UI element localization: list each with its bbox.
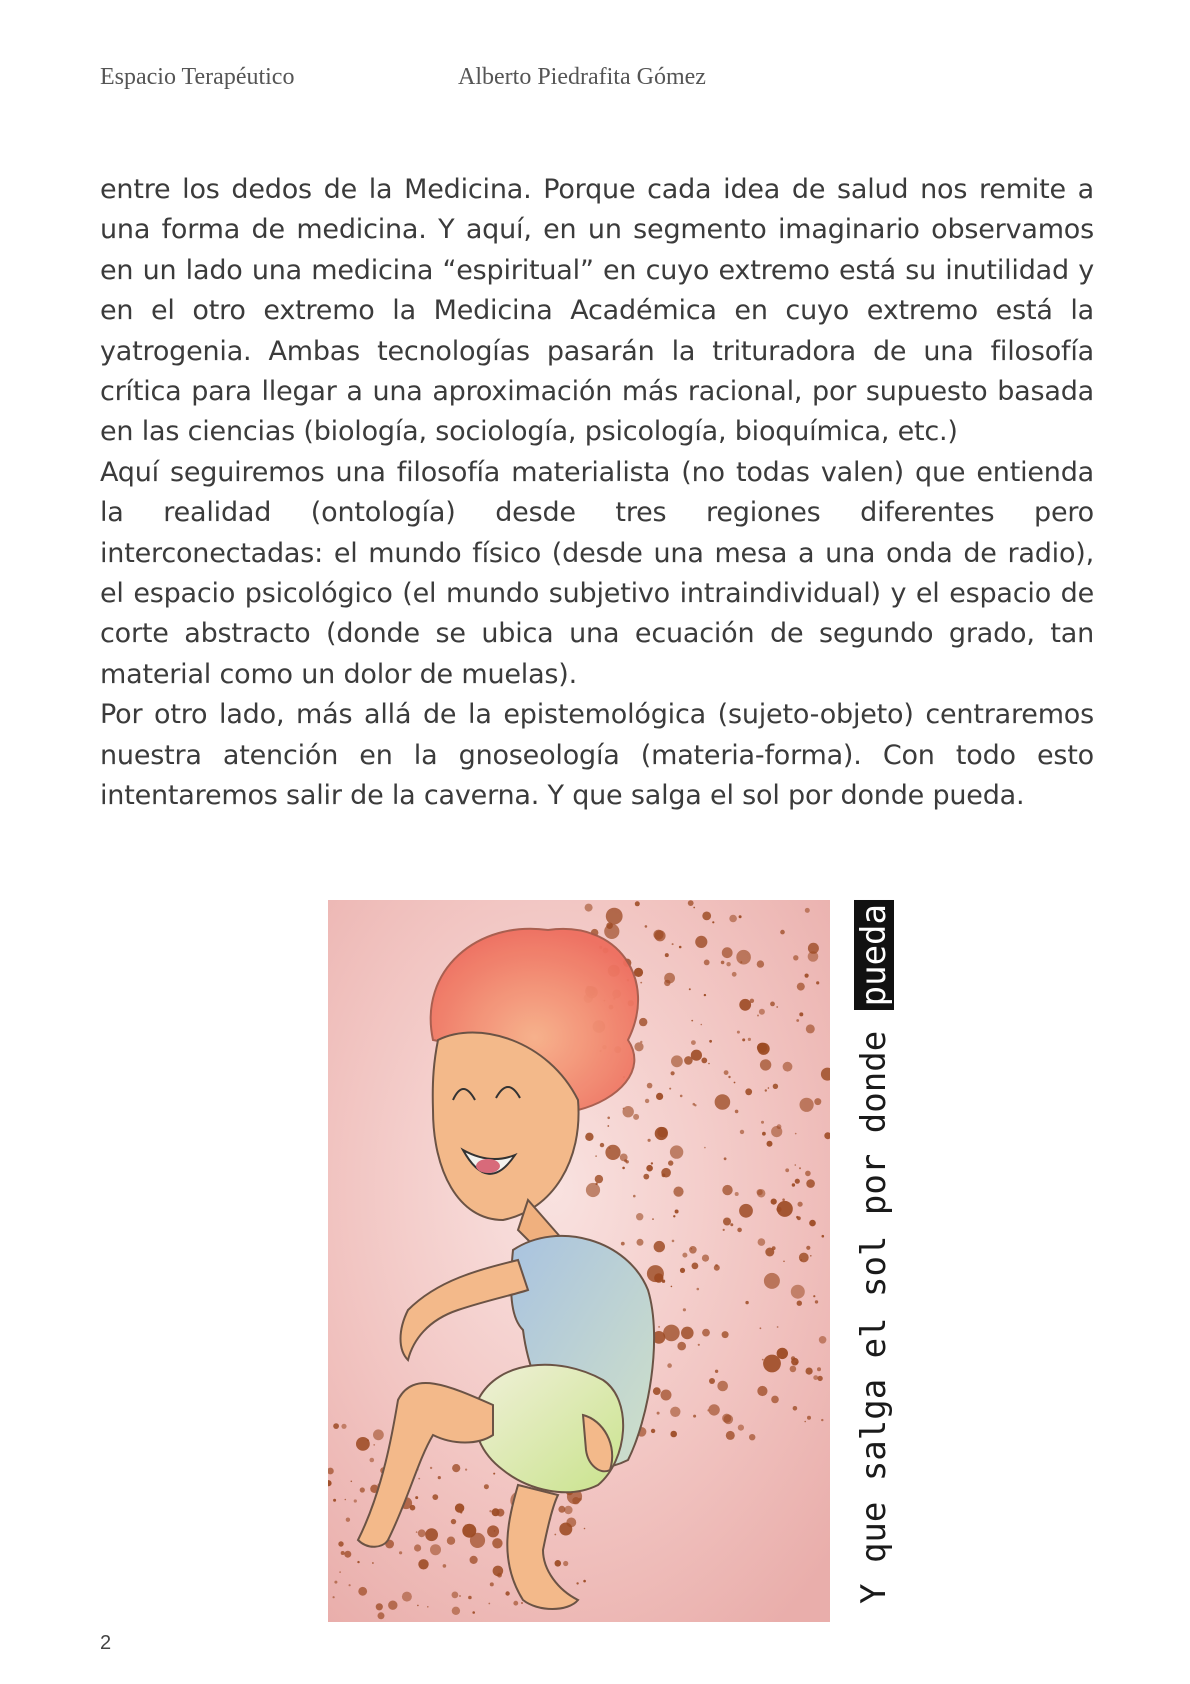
splatter-dot (692, 1263, 699, 1270)
splatter-dot (665, 953, 669, 957)
splatter-dot (740, 1130, 744, 1134)
splatter-dot (341, 1424, 346, 1429)
splatter-dot (768, 1087, 770, 1089)
splatter-dot (430, 1467, 432, 1469)
splatter-dot (813, 1375, 818, 1380)
splatter-dot (796, 1019, 799, 1022)
splatter-dot (708, 1063, 710, 1065)
splatter-dot (367, 1439, 369, 1441)
splatter-dot (633, 1114, 639, 1120)
splatter-dot (671, 1055, 683, 1067)
splatter-dot (671, 1071, 675, 1075)
splatter-dot (814, 1098, 821, 1105)
splatter-dot (349, 1584, 351, 1586)
splatter-dot (606, 908, 623, 925)
splatter-dot (334, 1581, 337, 1584)
splatter-dot (761, 1121, 764, 1124)
splatter-dot (785, 1168, 789, 1172)
splatter-dot (637, 1239, 644, 1246)
caption-highlight: pueda (854, 900, 894, 1010)
splatter-dot (621, 1242, 625, 1246)
splatter-dot (816, 981, 819, 984)
splatter-dot (730, 1223, 733, 1226)
splatter-dot (819, 1336, 827, 1344)
splatter-dot (806, 1179, 815, 1188)
splatter-dot (672, 943, 674, 945)
splatter-dot (714, 1265, 720, 1271)
splatter-dot (698, 1344, 700, 1346)
splatter-dot (468, 1596, 472, 1600)
splatter-dot (777, 1124, 782, 1129)
splatter-dot (360, 1487, 365, 1492)
splatter-dot (760, 1327, 762, 1329)
splatter-dot (773, 1084, 778, 1089)
splatter-dot (807, 1416, 811, 1420)
splatter-dot (697, 1288, 700, 1291)
splatter-dot (722, 1414, 731, 1423)
splatter-dot (670, 1431, 677, 1438)
splatter-dot (745, 1301, 748, 1304)
splatter-dot (704, 1147, 706, 1149)
splatter-dot (805, 908, 810, 913)
splatter-dot (734, 1082, 736, 1084)
splatter-dot (677, 1342, 686, 1351)
splatter-dot (418, 1529, 426, 1537)
splatter-dot (376, 1603, 383, 1610)
splatter-dot (701, 1058, 707, 1064)
splatter-dot (702, 1329, 710, 1337)
splatter-dot (797, 983, 805, 991)
splatter-dot (399, 1551, 402, 1554)
splatter-dot (795, 1133, 797, 1135)
splatter-dot (693, 907, 695, 909)
splatter-dot (418, 1559, 428, 1569)
splatter-dot (647, 1083, 653, 1089)
paragraph: entre los dedos de la Medicina. Porque cada idea de salud nos remite a una forma de medicina. Y aquí, en un segmento imaginario observamos en un lado una medicina “espiritual” en cuyo extremo está su inutilidad y en el otro extremo la Medicina Académica en cuyo extremo está la yatrogenia. Ambas tecnologías pasarán la trituradora de una filosofía crítica para llegar a una aproximación más racional, por supuesto basada en las ciencias (biología, sociología, psicología, bioquímica, etc.) (100, 174, 1094, 448)
splatter-dot (813, 1295, 815, 1297)
splatter-dot (739, 1204, 753, 1218)
splatter-dot (749, 1434, 755, 1440)
splatter-dot (645, 925, 648, 928)
splatter-dot (757, 960, 764, 967)
splatter-dot (657, 1412, 660, 1415)
splatter-dot (425, 1528, 438, 1541)
splatter-dot (634, 968, 643, 977)
splatter-dot (647, 1265, 664, 1282)
page-header (100, 64, 1100, 104)
paragraph: Aquí seguiremos una filosofía materialista (no todas valen) que entienda la realidad (ontología) desde tres regiones diferentes pero interconectadas: el mundo físico (desde una mesa a una onda de radio), el espacio psicológico (el mundo subjetivo intraindividual) y el espacio de corte abstracto (donde se ubica una ecuación de segundo grado, tan material como un dolor de muelas). (100, 456, 1094, 690)
splatter-dot (793, 955, 798, 960)
splatter-dot (604, 924, 619, 939)
splatter-dot (702, 912, 711, 921)
splatter-dot (505, 1591, 509, 1595)
splatter-dot (605, 1145, 620, 1160)
splatter-dot (771, 1199, 777, 1205)
splatter-dot (620, 1154, 628, 1162)
illustration (328, 900, 830, 1622)
splatter-dot (470, 1556, 478, 1564)
splatter-dot (657, 1127, 668, 1138)
splatter-dot (708, 1404, 719, 1415)
splatter-dot (656, 1093, 663, 1100)
splatter-dot (654, 1241, 665, 1252)
splatter-dot (739, 999, 751, 1011)
splatter-dot (415, 1496, 418, 1499)
splatter-dot (452, 1592, 459, 1599)
splatter-dot (333, 1596, 335, 1598)
splatter-dot (764, 1273, 780, 1289)
splatter-dot (607, 1125, 609, 1127)
splatter-dot (673, 1215, 675, 1217)
splatter-dot (750, 999, 754, 1003)
splatter-dot (447, 1537, 455, 1545)
splatter-dot (373, 1444, 375, 1446)
splatter-dot (757, 1043, 767, 1053)
splatter-dot (417, 1605, 419, 1607)
splatter-dot (459, 1595, 461, 1597)
splatter-dot (691, 1040, 696, 1045)
splatter-dot (804, 1421, 806, 1423)
splatter-dot (622, 1167, 625, 1170)
splatter-dot (438, 1476, 441, 1479)
splatter-dot (790, 1366, 797, 1373)
splatter-dot (806, 1246, 810, 1250)
splatter-dot (693, 1103, 696, 1106)
splatter-dot (738, 1425, 744, 1431)
splatter-dot (799, 1253, 809, 1263)
splatter-dot (742, 1038, 745, 1041)
splatter-dot (796, 1216, 799, 1219)
splatter-dot (496, 1509, 504, 1517)
splatter-dot (704, 994, 706, 996)
caption-strip (830, 900, 918, 1622)
splatter-dot (799, 1012, 803, 1016)
splatter-dot (497, 1573, 502, 1578)
splatter-dot (793, 1406, 798, 1411)
splatter-dot (715, 1370, 718, 1373)
splatter-dot (670, 1407, 680, 1417)
splatter-dot (490, 1582, 494, 1586)
splatter-dot (470, 1533, 485, 1548)
splatter-dot (595, 1175, 603, 1183)
splatter-dot (607, 1117, 610, 1120)
splatter-dot (652, 1218, 654, 1220)
splatter-dot (521, 1602, 523, 1604)
splatter-dot (689, 1246, 697, 1254)
splatter-dot (798, 1202, 803, 1207)
splatter-dot (378, 1612, 385, 1619)
splatter-dot (736, 950, 751, 965)
splatter-dot (782, 1198, 785, 1201)
splatter-dot (643, 1174, 649, 1180)
splatter-dot (452, 1607, 460, 1615)
splatter-dot (358, 1587, 367, 1596)
splatter-dot (704, 960, 710, 966)
splatter-dot (664, 973, 675, 984)
splatter-dot (585, 904, 593, 912)
splatter-dot (783, 1062, 793, 1072)
splatter-dot (691, 1248, 693, 1250)
splatter-dot (675, 1210, 679, 1214)
page-number: 2 (100, 1632, 112, 1654)
splatter-dot (472, 1611, 475, 1614)
splatter-dot (414, 1544, 421, 1551)
mouth-tongue (476, 1159, 500, 1173)
splatter-dot (795, 1179, 800, 1184)
splatter-dot (651, 1429, 655, 1433)
splatter-dot (722, 1185, 732, 1195)
splatter-dot (693, 1415, 696, 1418)
splatter-dot (817, 1376, 822, 1381)
splatter-dot (772, 1246, 776, 1250)
splatter-dot (795, 1164, 797, 1166)
splatter-dot (427, 1606, 429, 1608)
splatter-dot (576, 1582, 578, 1584)
splatter-dot (639, 1018, 647, 1026)
splatter-dot (634, 1042, 643, 1051)
splatter-dot (721, 961, 725, 965)
splatter-dot (724, 1070, 729, 1075)
splatter-dot (805, 1171, 811, 1177)
splatter-dot (372, 1562, 374, 1564)
splatter-dot (339, 1571, 341, 1573)
splatter-dot (338, 1541, 343, 1546)
splatter-dot (777, 1201, 793, 1217)
splatter-dot (636, 1213, 643, 1220)
splatter-dot (663, 1325, 680, 1342)
splatter-dot (583, 1580, 586, 1583)
splatter-dot (416, 1531, 418, 1533)
splatter-dot (767, 1141, 773, 1147)
splatter-dot (792, 1183, 795, 1186)
splatter-dot (635, 901, 640, 906)
splatter-dot (726, 1431, 735, 1440)
splatter-dot (595, 1183, 597, 1185)
splatter-dot (815, 1300, 818, 1303)
splatter-dot (822, 1235, 825, 1238)
splatter-dot (808, 951, 819, 962)
splatter-dot (715, 1094, 731, 1110)
splatter-dot (757, 1386, 767, 1396)
splatter-dot (484, 1484, 489, 1489)
splatter-dot (737, 1228, 742, 1233)
splatter-dot (668, 1160, 673, 1165)
splatter-dot (805, 974, 809, 978)
splatter-dot (809, 1220, 816, 1227)
splatter-dot (729, 915, 737, 923)
splatter-dot (762, 1359, 764, 1361)
splatter-dot (452, 1464, 460, 1472)
splatter-dot (712, 921, 714, 923)
splatter-dot (783, 1261, 785, 1263)
splatter-dot (341, 1551, 345, 1555)
splatter-dot (564, 1506, 572, 1514)
splatter-dot (658, 1326, 660, 1328)
splatter-dot (748, 1038, 751, 1041)
splatter-dot (672, 1240, 675, 1243)
splatter-dot (765, 1089, 767, 1091)
splatter-dot (780, 930, 785, 935)
splatter-dot (609, 1147, 611, 1149)
splatter-dot (585, 1133, 593, 1141)
splatter-dot (572, 1497, 579, 1504)
splatter-dot (493, 1473, 495, 1475)
splatter-dot (579, 1498, 582, 1501)
splatter-dot (723, 1218, 731, 1226)
splatter-dot (584, 1528, 586, 1530)
splatter-dot (673, 1187, 683, 1197)
splatter-dot (455, 1503, 464, 1512)
splatter-dot (709, 1040, 712, 1043)
splatter-dot (586, 1183, 600, 1197)
caption-text (854, 900, 894, 1604)
splatter-dot (758, 1238, 766, 1246)
splatter-dot (333, 1423, 339, 1429)
splatter-dot (770, 1002, 775, 1007)
splatter-dot (432, 1494, 438, 1500)
splatter-dot (791, 1285, 805, 1299)
splatter-dot (810, 1255, 812, 1257)
splatter-dot (777, 1348, 788, 1359)
splatter-dot (762, 1132, 766, 1136)
splatter-dot (739, 915, 742, 918)
splatter-dot (771, 1396, 779, 1404)
splatter-dot (345, 1499, 347, 1501)
splatter-dot (797, 1301, 802, 1306)
splatter-dot (563, 1561, 568, 1566)
splatter-dot (799, 1167, 801, 1169)
splatter-dot (760, 1059, 771, 1070)
splatter-dot (487, 1525, 499, 1537)
splatter-dot (800, 1259, 802, 1261)
splatter-dot (688, 900, 694, 906)
splatter-dot (669, 1088, 671, 1090)
splatter-dot (735, 1110, 739, 1114)
splatter-dot (806, 1368, 813, 1375)
splatter-dot (451, 1519, 456, 1524)
body-text (100, 170, 1094, 817)
splatter-dot (333, 1499, 336, 1502)
splatter-dot (653, 930, 663, 940)
splatter-dot (682, 1253, 687, 1258)
splatter-dot (595, 1155, 597, 1157)
splatter-dot (691, 1020, 693, 1022)
splatter-dot (737, 1031, 740, 1034)
splatter-dot (689, 988, 691, 990)
splatter-dot (735, 1192, 739, 1196)
splatter-dot (418, 1478, 420, 1480)
illustration-figure (328, 900, 918, 1622)
splatter-dot (633, 1195, 636, 1198)
splatter-dot (709, 1378, 715, 1384)
splatter-dot (759, 1009, 765, 1015)
splatter-dot (443, 1564, 447, 1568)
splatter-dot (373, 1429, 384, 1440)
splatter-dot (354, 1499, 357, 1502)
splatter-dot (681, 1327, 694, 1340)
caption-main: Y que salga el sol por donde (854, 1010, 894, 1604)
splatter-dot (430, 1544, 441, 1555)
splatter-dot (640, 982, 642, 984)
paragraph: Por otro lado, más allá de la epistemológica (sujeto-objeto) centraremos nuestra atención en la gnoseología (materia-forma). Con todo esto intentaremos salir de la caverna. Y que salga el sol por donde pueda. (100, 699, 1094, 812)
splatter-dot (702, 1255, 709, 1262)
splatter-dot (558, 1506, 565, 1513)
splatter-dot (513, 1601, 518, 1606)
splatter-dot (680, 1268, 685, 1273)
splatter-dot (800, 1098, 814, 1112)
splatter-dot (489, 1510, 491, 1512)
splatter-dot (600, 1143, 604, 1147)
splatter-dot (757, 1015, 759, 1017)
splatter-dot (661, 1390, 672, 1401)
splatter-dot (695, 936, 707, 948)
splatter-dot (701, 1024, 703, 1026)
splatter-dot (344, 1551, 351, 1558)
splatter-dot (817, 1367, 821, 1371)
splatter-dot (646, 1165, 653, 1172)
splatter-dot (791, 1356, 795, 1360)
splatter-dot (732, 972, 737, 977)
splatter-dot (651, 1162, 653, 1164)
splatter-dot (671, 1286, 673, 1288)
header-title: Espacio Terapéutico (100, 64, 295, 90)
splatter-dot (554, 1534, 556, 1536)
splatter-dot (555, 1560, 562, 1567)
splatter-dot (492, 1538, 502, 1548)
splatter-dot (722, 1331, 729, 1338)
splatter-dot (460, 1511, 462, 1513)
splatter-dot (726, 962, 730, 966)
splatter-dot (370, 1458, 375, 1463)
splatter-dot (623, 1106, 634, 1117)
splatter-dot (670, 1145, 683, 1158)
splatter-dot (388, 1601, 397, 1610)
splatter-dot (488, 1603, 490, 1605)
splatter-dot (645, 1099, 649, 1103)
splatter-dot (679, 946, 682, 949)
splatter-dot (722, 947, 733, 958)
splatter-dot (777, 1326, 779, 1328)
splatter-dot (346, 1518, 350, 1522)
splatter-dot (680, 1095, 683, 1098)
splatter-dot (465, 1469, 467, 1471)
splatter-dot (683, 1308, 686, 1311)
splatter-dot (357, 1561, 359, 1563)
splatter-dot (821, 1419, 823, 1421)
splatter-dot (662, 1173, 666, 1177)
splatter-dot (402, 1592, 412, 1602)
splatter-dot (653, 1387, 661, 1395)
splatter-dot (745, 1088, 752, 1095)
splatter-dot (776, 1006, 778, 1008)
splatter-dot (723, 1229, 725, 1231)
header-author: Alberto Piedrafita Gómez (458, 64, 706, 90)
splatter-dot (351, 1481, 353, 1483)
splatter-dot (728, 1076, 730, 1078)
splatter-dot (566, 1518, 576, 1528)
splatter-dot (648, 1139, 651, 1142)
splatter-dot (667, 1363, 672, 1368)
splatter-dot (640, 1041, 642, 1043)
splatter-dot (724, 1157, 727, 1160)
splatter-dot (623, 1108, 625, 1110)
splatter-dot (356, 1437, 370, 1451)
splatter-dot (757, 1189, 763, 1195)
splatter-dot (691, 1050, 702, 1061)
splatter-dot (806, 1024, 815, 1033)
splatter-dot (717, 1381, 728, 1392)
